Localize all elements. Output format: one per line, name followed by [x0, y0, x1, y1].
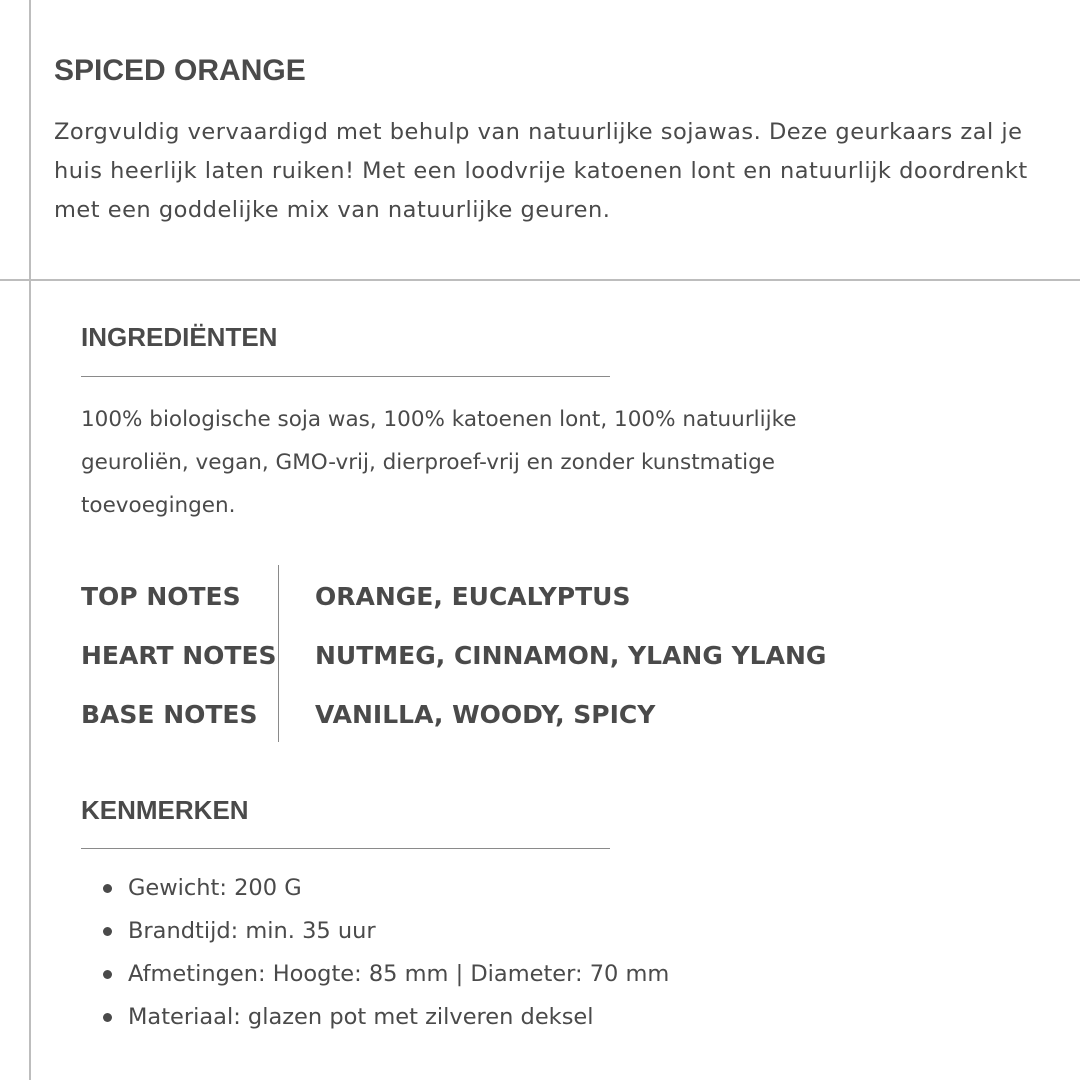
ingredients-heading: INGREDIËNTEN: [81, 322, 278, 352]
list-item: [81, 953, 669, 996]
notes-divider: [278, 565, 279, 742]
ingredients-rule: [81, 376, 610, 377]
list-item: [81, 910, 669, 953]
features-heading: KENMERKEN: [81, 795, 249, 825]
features-list: [81, 867, 669, 1039]
note-label: TOP NOTES: [81, 582, 241, 611]
bullet-icon: [103, 970, 112, 979]
feature-text: Gewicht: 200 G: [128, 875, 302, 901]
list-item: [81, 996, 669, 1039]
product-description: Zorgvuldig vervaardigd met behulp van natuurlijke sojawas. Deze geurkaars zal je huis heerlijk laten ruiken! Met een loodvrije katoenen lont en natuurlijk doordrenkt met een goddelijke mix van natuurlijke geuren.: [54, 119, 1028, 223]
feature-text: Materiaal: glazen pot met zilveren deksel: [128, 1004, 594, 1030]
section-divider-line: [0, 279, 1080, 281]
left-border-line: [29, 0, 31, 1080]
note-label: HEART NOTES: [81, 641, 277, 670]
features-rule: [81, 848, 610, 849]
bullet-icon: [103, 1013, 112, 1022]
bullet-icon: [103, 884, 112, 893]
product-title: SPICED ORANGE: [54, 54, 306, 87]
bullet-icon: [103, 927, 112, 936]
note-value: VANILLA, WOODY, SPICY: [315, 700, 656, 729]
note-value: ORANGE, EUCALYPTUS: [315, 582, 631, 611]
note-label: BASE NOTES: [81, 700, 258, 729]
note-value: NUTMEG, CINNAMON, YLANG YLANG: [315, 641, 827, 670]
feature-text: Brandtijd: min. 35 uur: [128, 918, 376, 944]
feature-text: Afmetingen: Hoogte: 85 mm | Diameter: 70 mm: [128, 961, 670, 987]
ingredients-text: 100% biologische soja was, 100% katoenen lont, 100% natuurlijke geuroliën, vegan, GMO-vrij, dierproef-vrij en zonder kunstmatige toevoegingen.: [81, 407, 797, 518]
list-item: [81, 867, 669, 910]
